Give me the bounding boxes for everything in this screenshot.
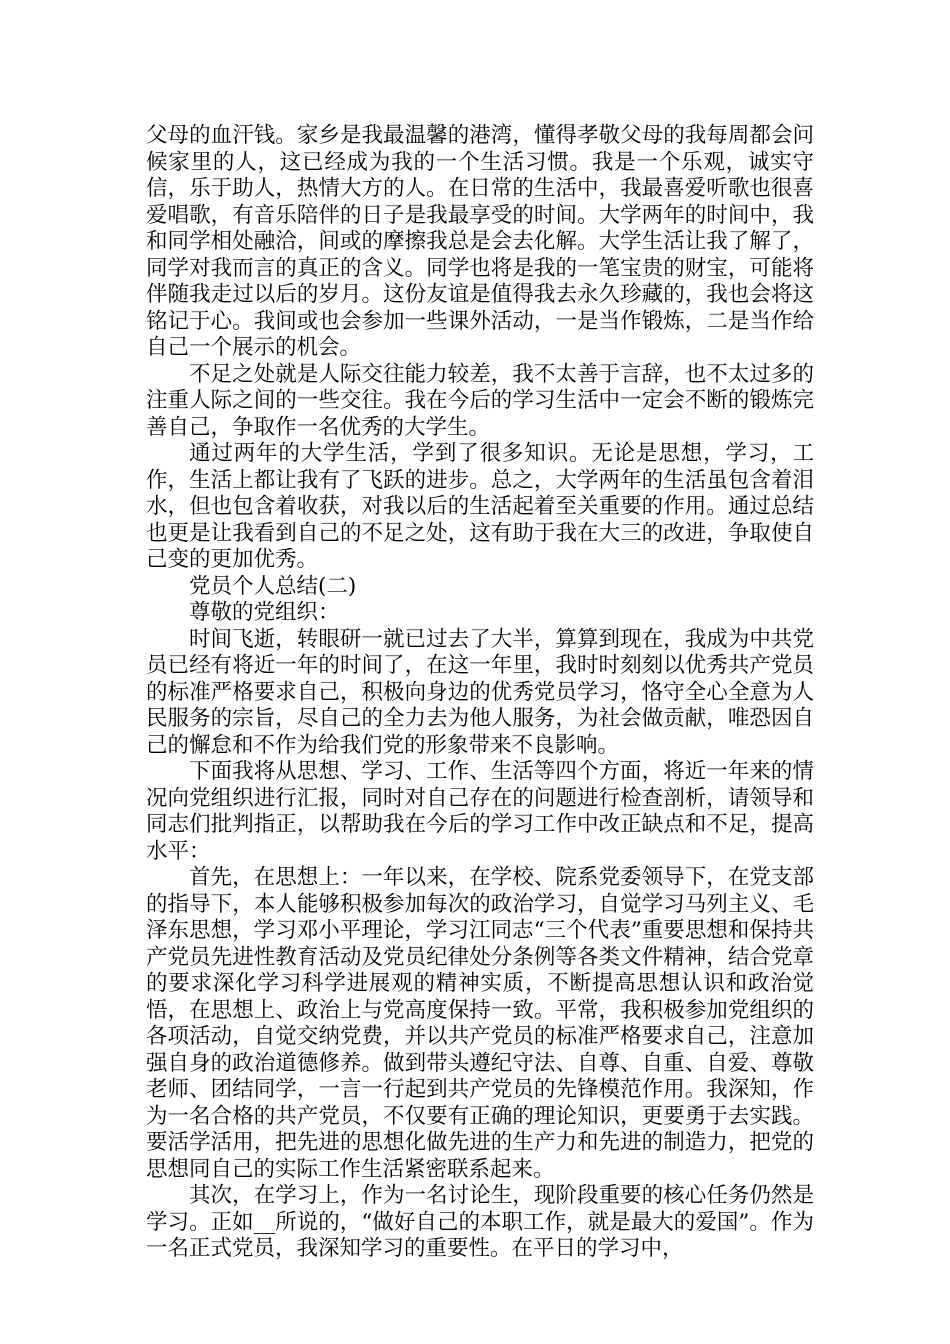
- paragraph-intro-continued: 父母的血汗钱。家乡是我最温馨的港湾，懂得孝敬父母的我每周都会问候家里的人，这已经成为我的一个生活习惯。我是一个乐观，诚实守信，乐于助人，热情大方的人。在日常的生活中，我最喜爱听歌也很喜爱唱歌，有音乐陪伴的日子是我最享受的时间。大学两年的时间中，我和同学相处融洽，间或的摩擦我总是会去化解。大学生活让我了解了，同学对我而言的真正的含义。同学也将是我的一笔宝贵的财宝，可能将伴随我走过以后的岁月。这份友谊是值得我去永久珍藏的，我也会将这铭记于心。我间或也会参加一些课外活动，一是当作锻炼，二是当作给自己一个展示的机会。: [146, 123, 814, 360]
- paragraph-opening: 时间飞逝，转眼研一就已过去了大半，算算到现在，我成为中共党员已经有将近一年的时间了，在这一年里，我时时刻刻以优秀共产党员的标准严格要求自己，积极向身边的优秀党员学习，恪守全心全意为人民服务的宗旨，尽自己的全力去为他人服务，为社会做贡献，唯恐因自己的懈怠和不作为给我们党的形象带来不良影响。: [146, 626, 814, 758]
- paragraph-thought: 首先，在思想上：一年以来，在学校、院系党委领导下，在党支部的指导下，本人能够积极参加每次的政治学习，自觉学习马列主义、毛泽东思想，学习邓小平理论，学习江同志“三个代表”重要思想和保持共产党员先进性教育活动及党员纪律处分条例等各类文件精神，结合党章的要求深化学习科学进展观的精神实质，不断提高思想认识和政治觉悟，在思想上、政治上与党高度保持一致。平常，我积极参加党组织的各项活动，自觉交纳党费，并以共产党员的标准严格要求自己，注意加强自身的政治道德修养。做到带头遵纪守法、自尊、自重、自爱、尊敬老师、团结同学，一言一行起到共产党员的先锋模范作用。我深知，作为一名合格的共产党员，不仅要有正确的理论知识，更要勇于去实践。要活学活用，把先进的思想化做先进的生产力和先进的制造力，把党的思想同自己的实际工作生活紧密联系起来。: [146, 865, 814, 1182]
- paragraph-study: 其次，在学习上，作为一名讨论生，现阶段重要的核心任务仍然是学习。正如__所说的，“做好自己的本职工作，就是最大的爱国”。作为一名正式党员，我深知学习的重要性。在平日的学习中，: [146, 1183, 814, 1261]
- salutation: 尊敬的党组织：: [189, 600, 340, 625]
- document-page: [146, 123, 814, 1263]
- section-heading: 党员个人总结(二): [189, 573, 357, 599]
- paragraph-overview: 下面我将从思想、学习、工作、生活等四个方面，将近一年来的情况向党组织进行汇报，同时对自己存在的问题进行检查剖析，请领导和同志们批判指正，以帮助我在今后的学习工作中改正缺点和不足，提高水平：: [146, 759, 814, 864]
- paragraph-conclusion: 通过两年的大学生活，学到了很多知识。无论是思想，学习，工作，生活上都让我有了飞跃的进步。总之，大学两年的生活虽包含着泪水，但也包含着收获，对我以后的生活起着至关重要的作用。通过总结也更是让我看到自己的不足之处，这有助于我在大三的改进，争取使自己变的更加优秀。: [146, 441, 814, 572]
- paragraph-shortcomings: 不足之处就是人际交往能力较差，我不太善于言辞，也不太过多的注重人际之间的一些交往。我在今后的学习生活中一定会不断的锻炼完善自己，争取作一名优秀的大学生。: [146, 361, 814, 440]
